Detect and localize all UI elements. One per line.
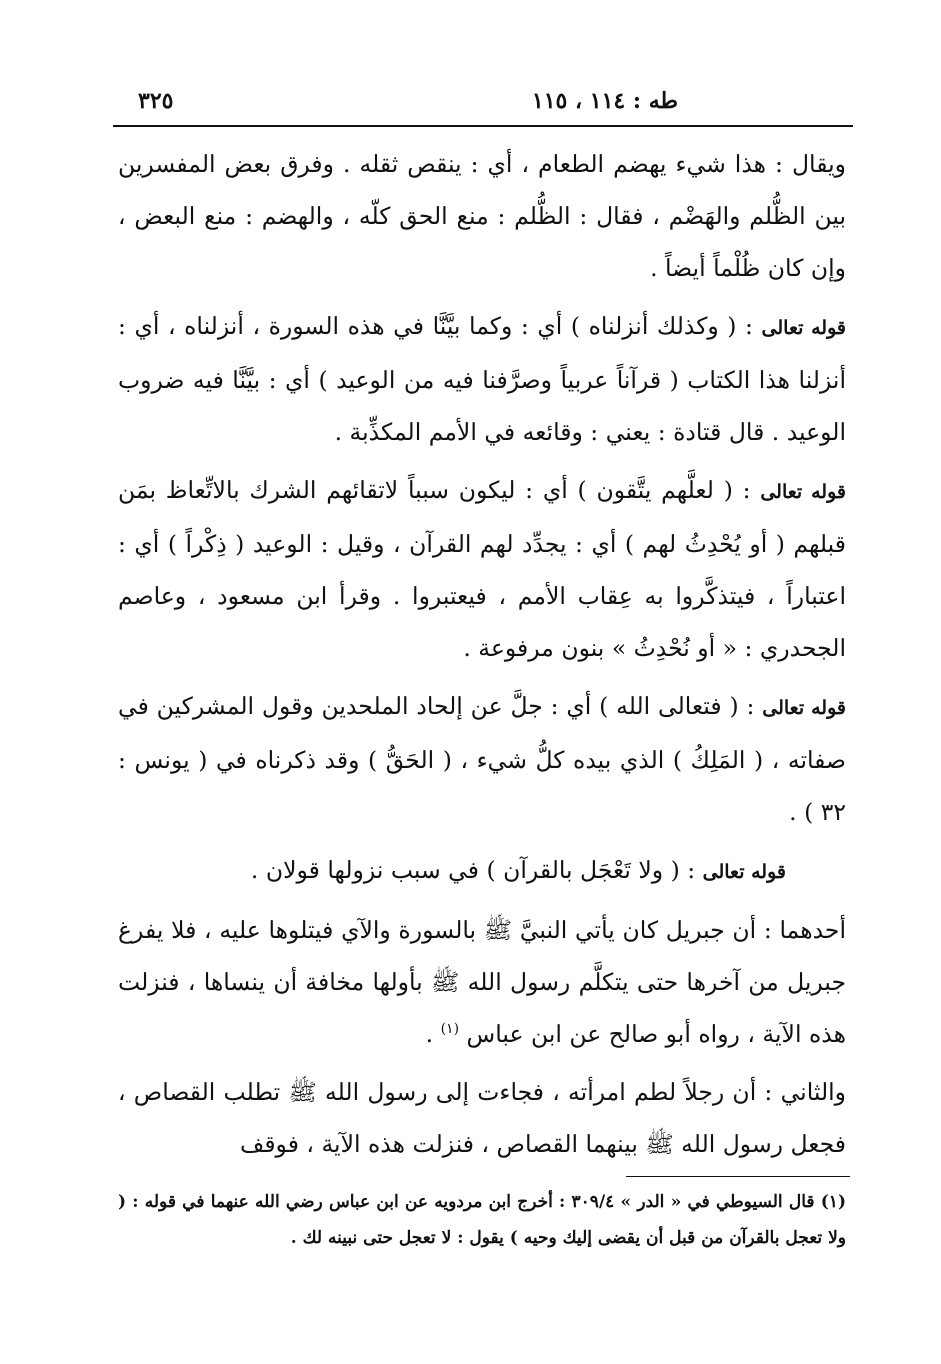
paragraph-1 — [118, 138, 846, 294]
paragraph-7 — [118, 1066, 846, 1170]
running-title: طه : ١١٤ ، ١١٥ — [531, 88, 678, 114]
paragraph-text: : ( لعلَّهم يتَّقون ) أي : ليكون سبباً لاتقائهم الشرك بالاتِّعاظ بمَن قبلهم ( أو يُحْدِثُ لهم ) أي : يجدِّد لهم القرآن ، وقيل : الوعيد ( ذِكْراً ) أي : اعتباراً ، فيتذكَّروا به عِقاب الأمم ، فيعتبروا . وقرأ ابن مسعود ، وعاصم الجحدري : « أو نُحْدِثُ » بنون مرفوعة . — [118, 476, 846, 662]
paragraph-2 — [118, 300, 846, 458]
main-text — [118, 138, 846, 1176]
paragraph-lead: قوله تعالى — [760, 481, 846, 503]
paragraph-text: ويقال : هذا شيء يهضم الطعام ، أي : ينقص ثقله . وفرق بعض المفسرين بين الظُّلم والهَضْم ، فقال : الظُّلم : منع الحق كلّه ، والهضم : منع البعض ، وإن كان ظُلْماً أيضاً . — [118, 150, 846, 282]
paragraph-text: والثاني : أن رجلاً لطم امرأته ، فجاءت إلى رسول الله ﷺ تطلب القصاص ، فجعل رسول الله ﷺ بينهما القصاص ، فنزلت هذه الآية ، فوقف — [118, 1078, 846, 1158]
page-header — [118, 84, 848, 124]
footnote — [118, 1184, 846, 1256]
paragraph-4 — [118, 680, 846, 838]
paragraph-text: أحدهما : أن جبريل كان يأتي النبيَّ ﷺ بالسورة والآي فيتلوها عليه ، فلا يفرغ جبريل من آخرها حتى يتكلَّم رسول الله ﷺ بأولها مخافة أن ينساها ، فنزلت هذه الآية ، رواه أبو صالح عن ابن عباس — [118, 916, 846, 1048]
footnote-rule — [626, 1176, 850, 1177]
paragraph-text: : ( وكذلك أنزلناه ) أي : وكما بيَّنَّا في هذه السورة ، أنزلناه ، أي : أنزلنا هذا الكتاب ( قرآناً عربياً وصرَّفنا فيه من الوعيد ) أي : بيَّنَّا فيه ضروب الوعيد . قال قتادة : يعني : وقائعه في الأمم المكذِّبة . — [118, 312, 846, 446]
paragraph-5 — [118, 844, 846, 898]
header-rule — [113, 125, 853, 127]
footnote-text: (١) قال السيوطي في « الدر » ٣٠٩/٤ : أخرج ابن مردويه عن ابن عباس رضي الله عنهما في قوله : ( ولا تعجل بالقرآن من قبل أن يقضى إليك وحيه ) يقول : لا تعجل حتى نبينه لك . — [118, 1192, 846, 1248]
paragraph-3 — [118, 464, 846, 674]
paragraph-tail: . — [425, 1020, 434, 1048]
paragraph-text: : ( ولا تَعْجَل بالقرآن ) في سبب نزولها قولان . — [250, 856, 696, 884]
footnote-reference[interactable]: (١) — [440, 1021, 460, 1038]
paragraph-text: : ( فتعالى الله ) أي : جلَّ عن إلحاد الملحدين وقول المشركين في صفاته ، ( المَلِكُ ) الذي بيده كلُّ شيء ، ( الحَقُّ ) وقد ذكرناه في ( يونس : ٣٢ ) . — [118, 692, 846, 826]
paragraph-lead: قوله تعالى — [761, 317, 846, 339]
paragraph-lead: قوله تعالى — [762, 697, 846, 719]
page-number: ٣٢٥ — [138, 88, 174, 114]
paragraph-6 — [118, 904, 846, 1060]
paragraph-lead: قوله تعالى — [702, 861, 786, 883]
